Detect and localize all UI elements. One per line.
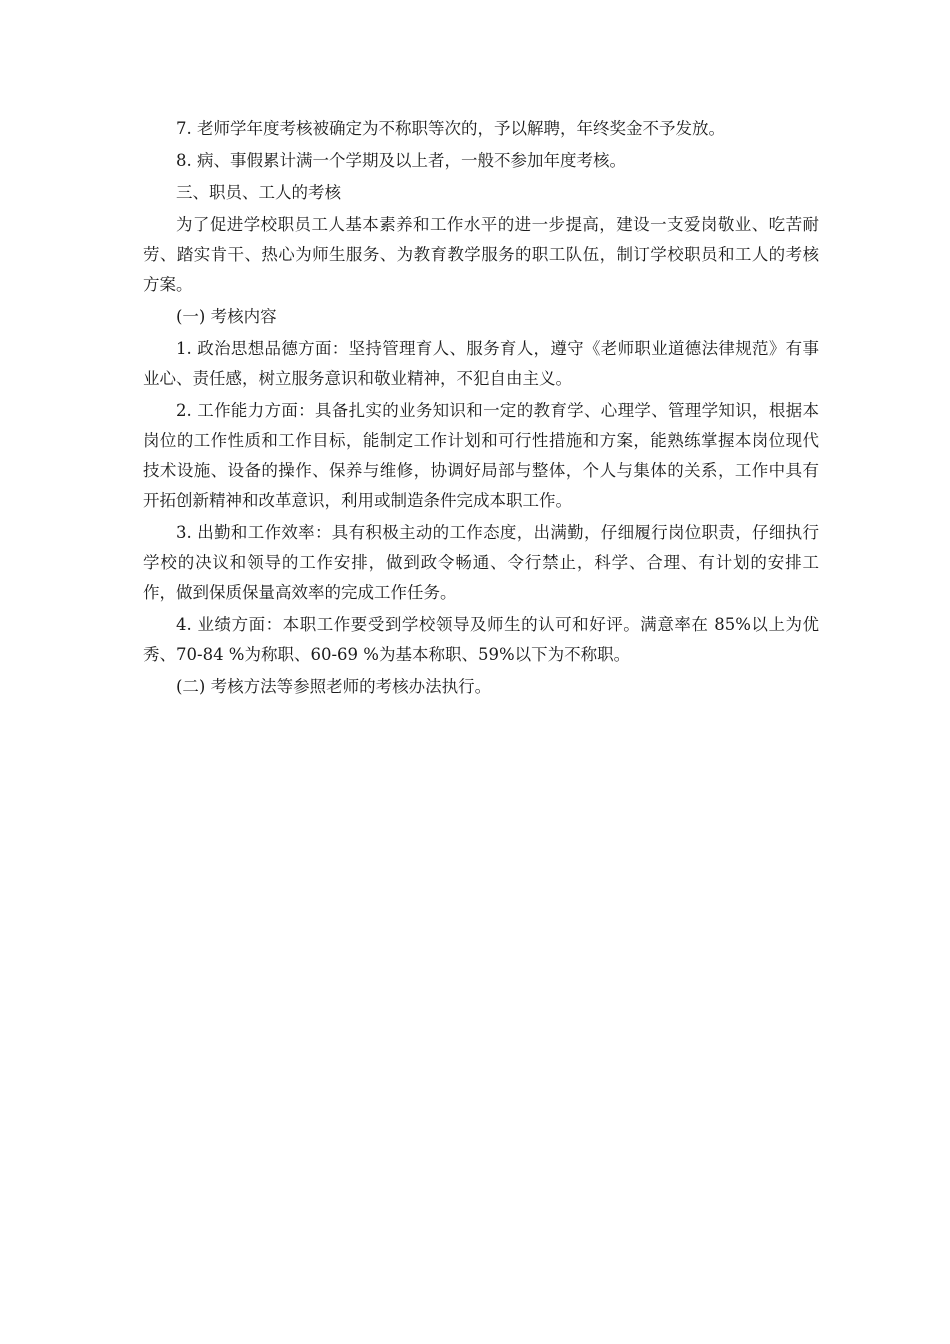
paragraph-item-7: 7. 老师学年度考核被确定为不称职等次的，予以解聘，年终奖金不予发放。 bbox=[176, 119, 725, 138]
subsection-heading-method: (二) 考核方法等参照老师的考核办法执行。 bbox=[176, 677, 492, 696]
paragraph-item-1: 1. 政治思想品德方面：坚持管理育人、服务育人，遵守《老师职业道德法律规范》有事业心、责任感，树立服务意识和敬业精神，不犯自由主义。 bbox=[143, 339, 819, 388]
section-heading-staff-assessment: 三、职员、工人的考核 bbox=[176, 183, 341, 202]
paragraph-item-2: 2. 工作能力方面：具备扎实的业务知识和一定的教育学、心理学、管理学知识，根据本岗位的工作性质和工作目标，能制定工作计划和可行性措施和方案，能熟练掌握本岗位现代技术设施、设备的操作、保养与维修，协调好局部与整体，个人与集体的关系，工作中具有开拓创新精神和改革意识，利用或制造条件完成本职工作。 bbox=[143, 401, 819, 510]
subsection-heading-content: (一) 考核内容 bbox=[176, 307, 277, 326]
paragraph-item-8: 8. 病、事假累计满一个学期及以上者，一般不参加年度考核。 bbox=[176, 151, 626, 170]
paragraph-intro: 为了促进学校职员工人基本素养和工作水平的进一步提高，建设一支爱岗敬业、吃苦耐劳、踏实肯干、热心为师生服务、为教育教学服务的职工队伍，制订学校职员和工人的考核方案。 bbox=[143, 215, 819, 294]
document-body bbox=[143, 114, 819, 704]
paragraph-item-4: 4. 业绩方面：本职工作要受到学校领导及师生的认可和好评。满意率在 85%以上为优秀、70-84 %为称职、60-69 %为基本称职、59%以下为不称职。 bbox=[143, 615, 819, 664]
paragraph-item-3: 3. 出勤和工作效率：具有积极主动的工作态度，出满勤，仔细履行岗位职责，仔细执行学校的决议和领导的工作安排，做到政令畅通、令行禁止，科学、合理、有计划的安排工作，做到保质保量高效率的完成工作任务。 bbox=[143, 523, 819, 602]
